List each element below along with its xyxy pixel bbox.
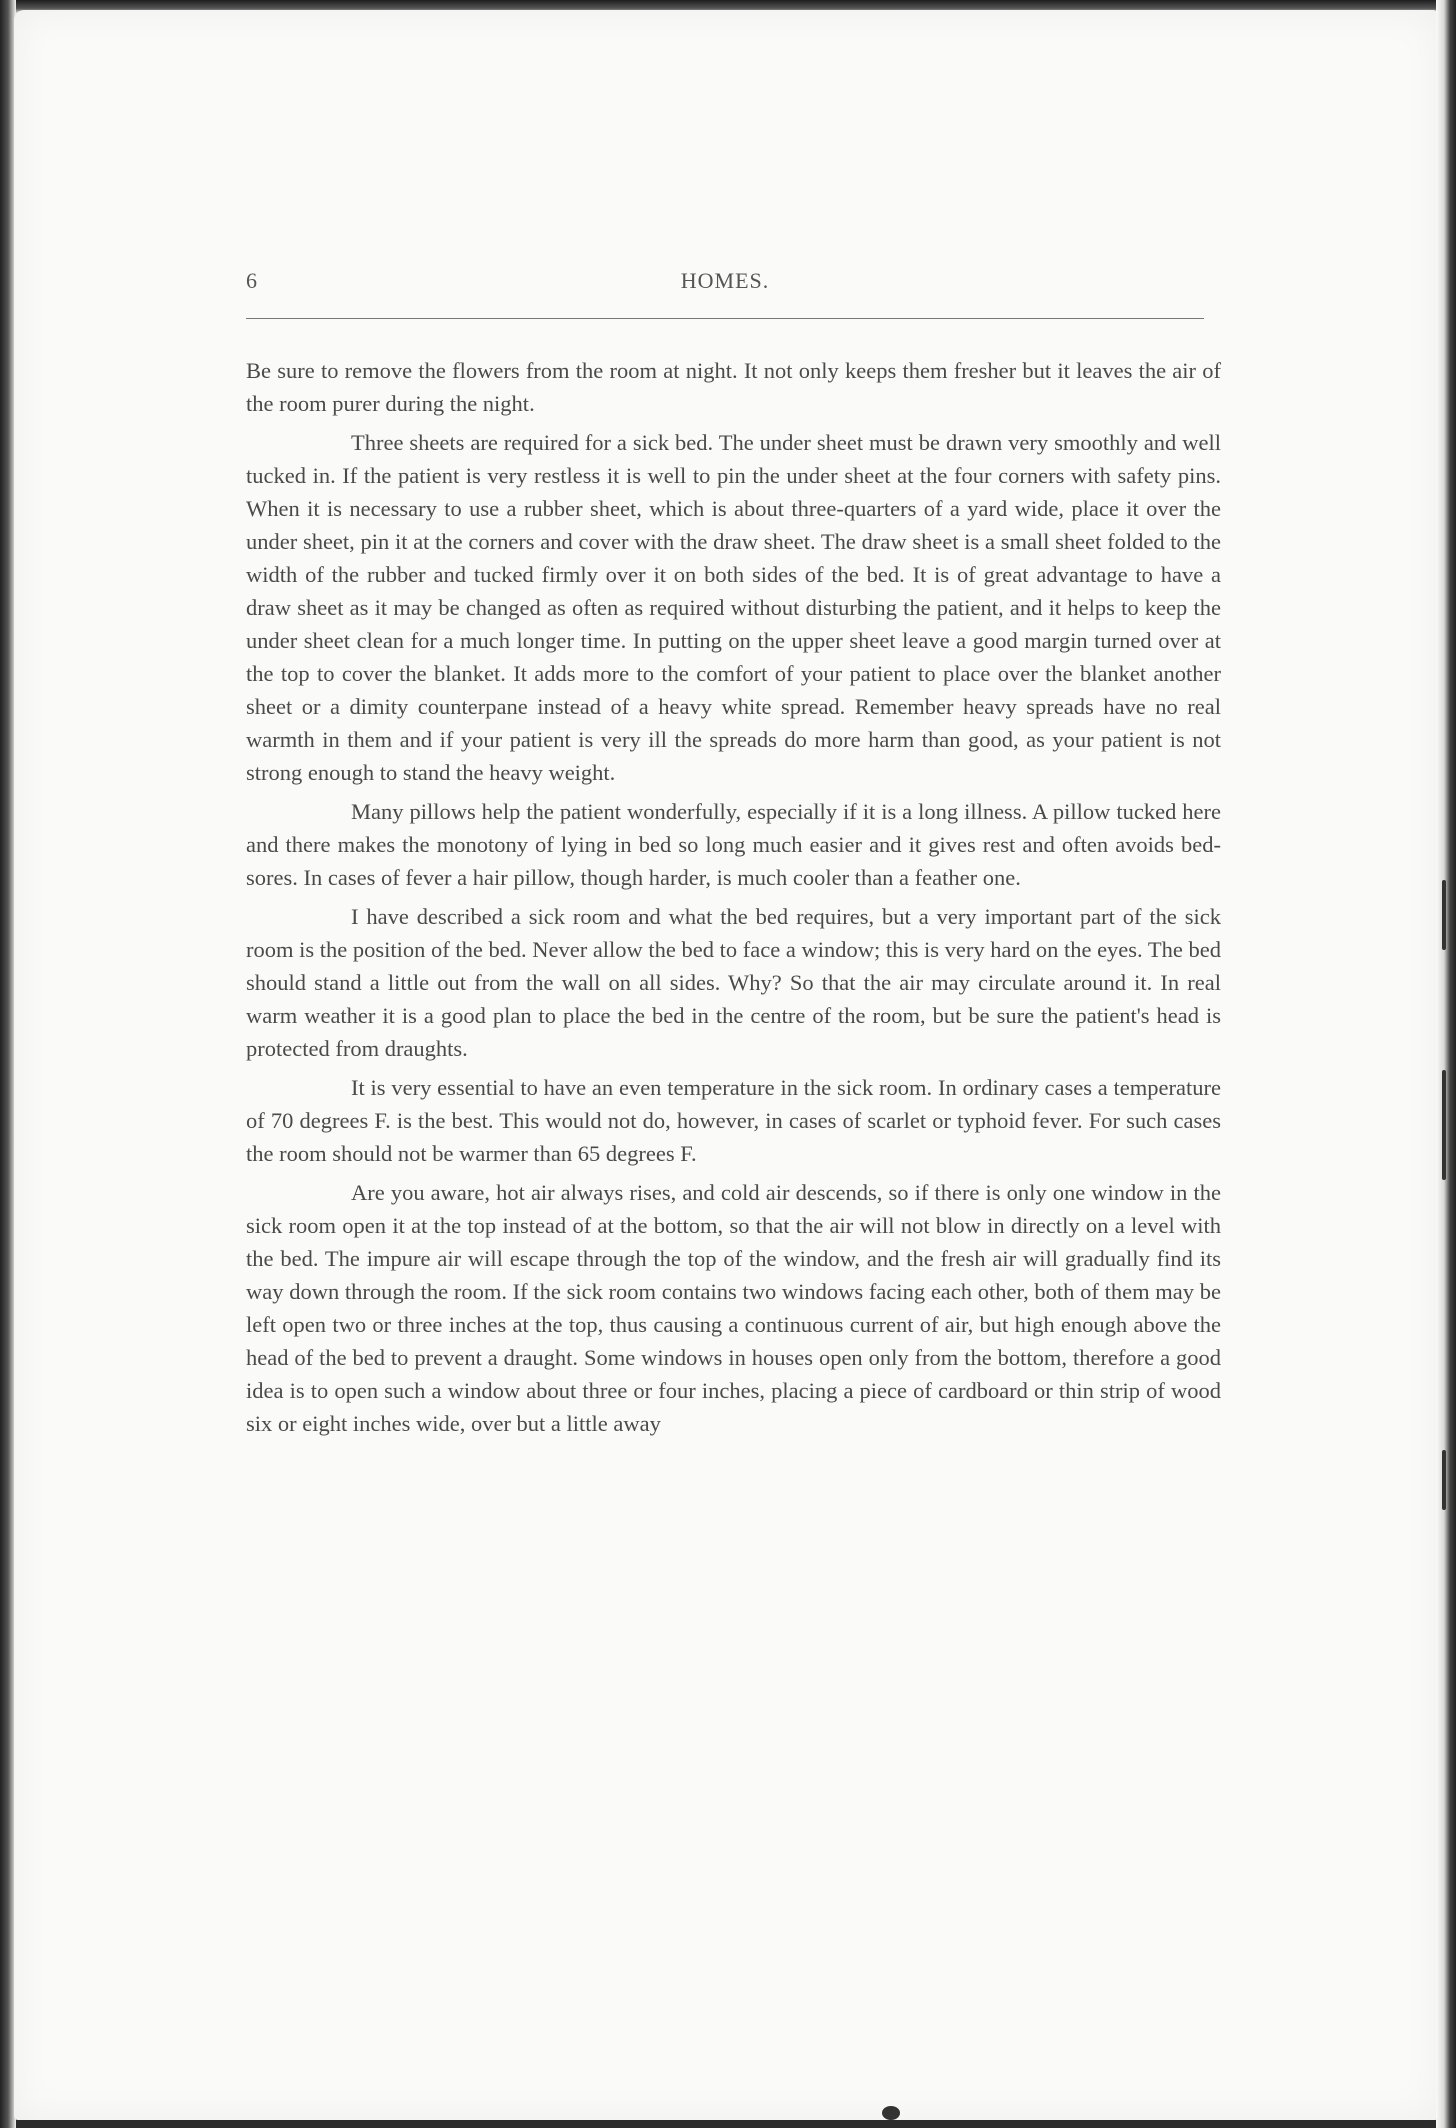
binding-mark — [1442, 1070, 1446, 1180]
page-header — [246, 268, 1204, 298]
page-binding-edge — [1436, 0, 1456, 2128]
header-rule — [246, 318, 1204, 319]
binding-mark — [1442, 880, 1446, 950]
paragraph: Be sure to remove the flowers from the room at night. It not only keeps them fresher but it leaves the air of the room purer during the night. — [246, 358, 1221, 416]
running-head: HOMES. — [680, 268, 770, 293]
paragraph: I have described a sick room and what the bed requires, but a very important part of the sick room is the position of the bed. Never allow the bed to face a window; this is very hard on the eyes. The bed should stand a little out from the wall on all sides. Why? So that the air may circulate around it. In real warm weather it is a good plan to place the bed in the centre of the room, but be sure the patient's head is protected from draughts. — [246, 904, 1221, 1061]
ink-blot — [882, 2106, 900, 2120]
page-number: 6 — [246, 268, 257, 293]
body-text — [246, 354, 1221, 1446]
paragraph: It is very essential to have an even temperature in the sick room. In ordinary cases a temperature of 70 degrees F. is the best. This would not do, however, in cases of scarlet or typhoid fever. For such cases the room should not be warmer than 65 degrees F. — [246, 1075, 1221, 1166]
paragraph: Many pillows help the patient wonderfully, especially if it is a long illness. A pillow tucked here and there makes the monotony of lying in bed so long much easier and it gives rest and often avoids bed-sores. In cases of fever a hair pillow, though harder, is much cooler than a feather one. — [246, 799, 1221, 890]
paragraph: Are you aware, hot air always rises, and cold air descends, so if there is only one window in the sick room open it at the top instead of at the bottom, so that the air will not blow in directly on a level with the bed. The impure air will escape through the top of the window, and the fresh air will gradually find its way down through the room. If the sick room contains two windows facing each other, both of them may be left open two or three inches at the top, thus causing a continuous current of air, but high enough above the head of the bed to prevent a draught. Some windows in houses open only from the bottom, therefore a good idea is to open such a window about three or four inches, placing a piece of cardboard or thin strip of wood six or eight inches wide, over but a little away — [246, 1180, 1221, 1436]
binding-mark — [1442, 1450, 1446, 1510]
paragraph: Three sheets are required for a sick bed. The under sheet must be drawn very smoothly and well tucked in. If the patient is very restless it is well to pin the under sheet at the four corners with safety pins. When it is necessary to use a rubber sheet, which is about three-quarters of a yard wide, place it over the under sheet, pin it at the corners and cover with the draw sheet. The draw sheet is a small sheet folded to the width of the rubber and tucked firmly over it on both sides of the bed. It is of great advantage to have a draw sheet as it may be changed as often as required without disturbing the patient, and it helps to keep the under sheet clean for a much longer time. In putting on the upper sheet leave a good margin turned over at the top to cover the blanket. It adds more to the comfort of your patient to place over the blanket another sheet or a dimity counterpane instead of a heavy white spread. Remember heavy spreads have no real warmth in them and if your patient is very ill the spreads do more harm than good, as your patient is not strong enough to stand the heavy weight. — [246, 430, 1221, 785]
